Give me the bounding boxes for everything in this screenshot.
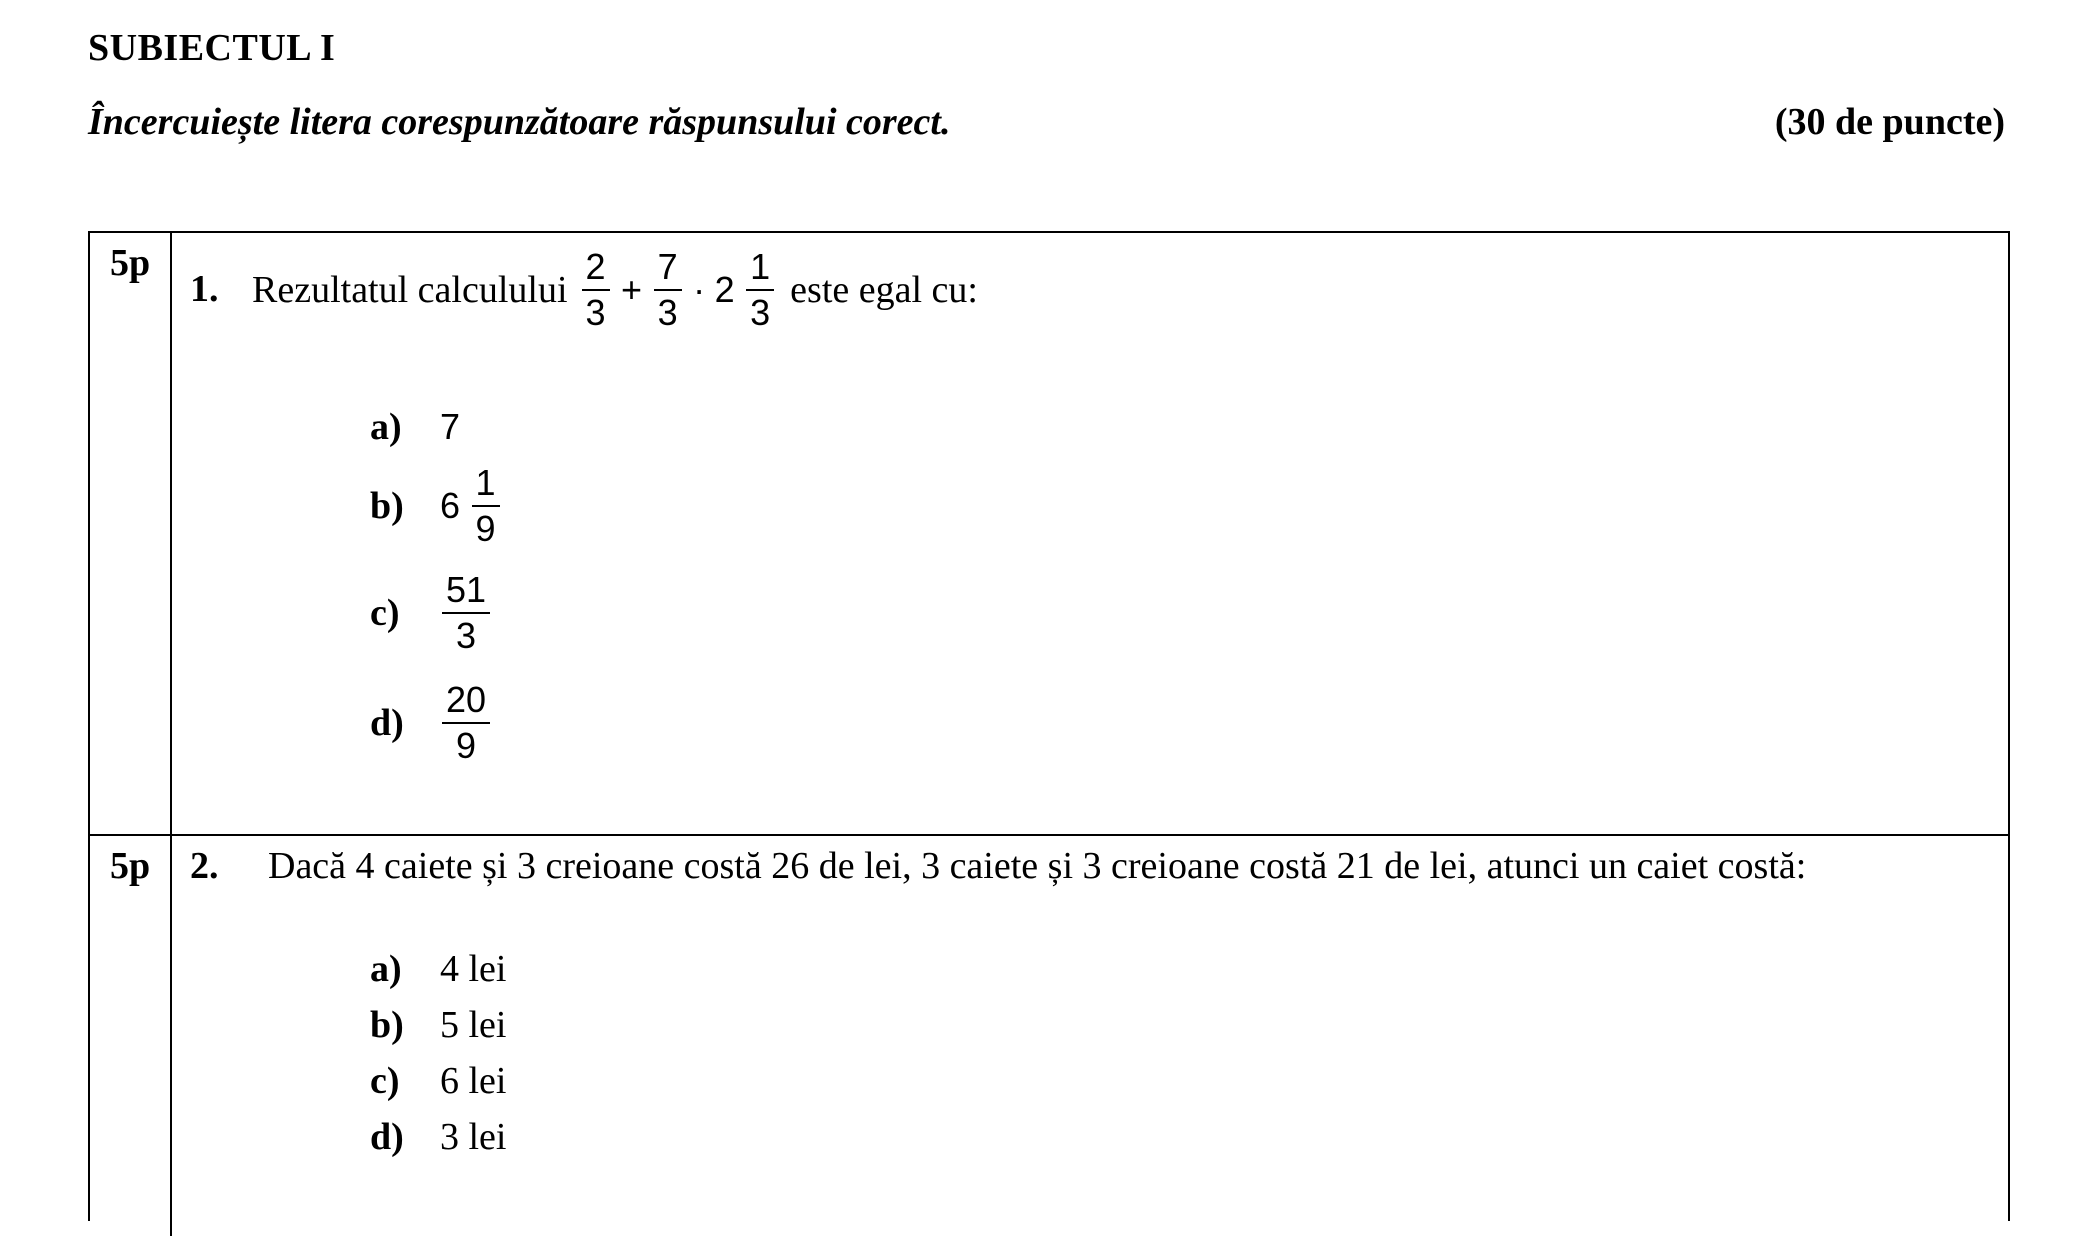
- points-cell-2: [90, 836, 172, 1236]
- fraction-2-denominator: 3: [657, 292, 678, 333]
- option-c-numerator: 51: [442, 572, 490, 614]
- multiply-operator: ·: [693, 269, 706, 310]
- instruction-text: Încercuiește litera corespunzătoare răspunsului corect.: [88, 101, 951, 143]
- fraction-2-numerator: 7: [654, 249, 682, 291]
- option-letter: d): [370, 1116, 404, 1158]
- option-value: 3 lei: [440, 1116, 507, 1158]
- question-1-option-b[interactable]: [370, 459, 502, 553]
- question-row-2: [90, 836, 2008, 1236]
- plus-operator: +: [621, 269, 643, 310]
- question-1-option-d[interactable]: [370, 675, 492, 771]
- question-2-option-d[interactable]: [370, 1112, 506, 1162]
- option-value: 7: [440, 406, 461, 447]
- option-d-numerator: 20: [442, 682, 490, 724]
- question-2-text: Dacă 4 caiete și 3 creioane costă 26 de lei, 3 caiete și 3 creioane costă 21 de lei, atunci un caiet costă:: [268, 845, 1807, 887]
- option-b-whole: 6: [440, 485, 461, 526]
- question-1-expression: [580, 246, 777, 333]
- option-d-fraction: [442, 679, 490, 766]
- option-letter: d): [370, 702, 404, 744]
- mixed-number-whole: 2: [714, 269, 735, 310]
- question-2-option-b[interactable]: [370, 1000, 506, 1050]
- option-letter: b): [370, 1004, 404, 1046]
- fraction-3-denominator: 3: [750, 292, 771, 333]
- question-2-points: 5p: [110, 845, 151, 887]
- question-2-option-c[interactable]: [370, 1056, 506, 1106]
- option-value: [440, 569, 492, 656]
- question-1-text-before: Rezultatul calculului: [252, 269, 568, 311]
- option-letter: c): [370, 1060, 400, 1102]
- option-value: [440, 462, 502, 549]
- option-letter: a): [370, 406, 402, 448]
- question-2-option-a[interactable]: [370, 944, 506, 994]
- question-cell-2: [172, 836, 2008, 1236]
- question-2-number: 2.: [190, 845, 219, 887]
- option-d-denominator: 9: [456, 725, 477, 766]
- question-row-1: [90, 233, 2008, 836]
- question-1-option-a[interactable]: [370, 397, 460, 457]
- fraction-1-numerator: 2: [582, 249, 610, 291]
- option-letter: b): [370, 485, 404, 527]
- option-value: 5 lei: [440, 1004, 507, 1046]
- option-c-denominator: 3: [456, 615, 477, 656]
- fraction-1: [582, 246, 610, 333]
- option-letter: c): [370, 592, 400, 634]
- subject-title: SUBIECTUL I: [88, 27, 336, 69]
- question-1-option-c[interactable]: [370, 565, 492, 661]
- option-c-fraction: [442, 569, 490, 656]
- fraction-2: [654, 246, 682, 333]
- fraction-3-numerator: 1: [746, 249, 774, 291]
- question-1-text-after: este egal cu:: [790, 269, 978, 311]
- questions-table: [88, 231, 2010, 1221]
- fraction-1-denominator: 3: [585, 292, 606, 333]
- question-1-points: 5p: [110, 242, 151, 284]
- points-cell-1: [90, 233, 172, 834]
- question-1-number: 1.: [190, 268, 219, 310]
- option-value: 6 lei: [440, 1060, 507, 1102]
- option-value: [440, 679, 492, 766]
- option-b-numerator: 1: [472, 465, 500, 507]
- question-1-text: [252, 239, 978, 341]
- question-cell-1: [172, 233, 2008, 834]
- total-points: (30 de puncte): [1774, 101, 2005, 143]
- option-b-fraction: [472, 462, 500, 549]
- option-value: 4 lei: [440, 948, 507, 990]
- option-b-denominator: 9: [475, 508, 496, 549]
- option-letter: a): [370, 948, 402, 990]
- fraction-3: [746, 246, 774, 333]
